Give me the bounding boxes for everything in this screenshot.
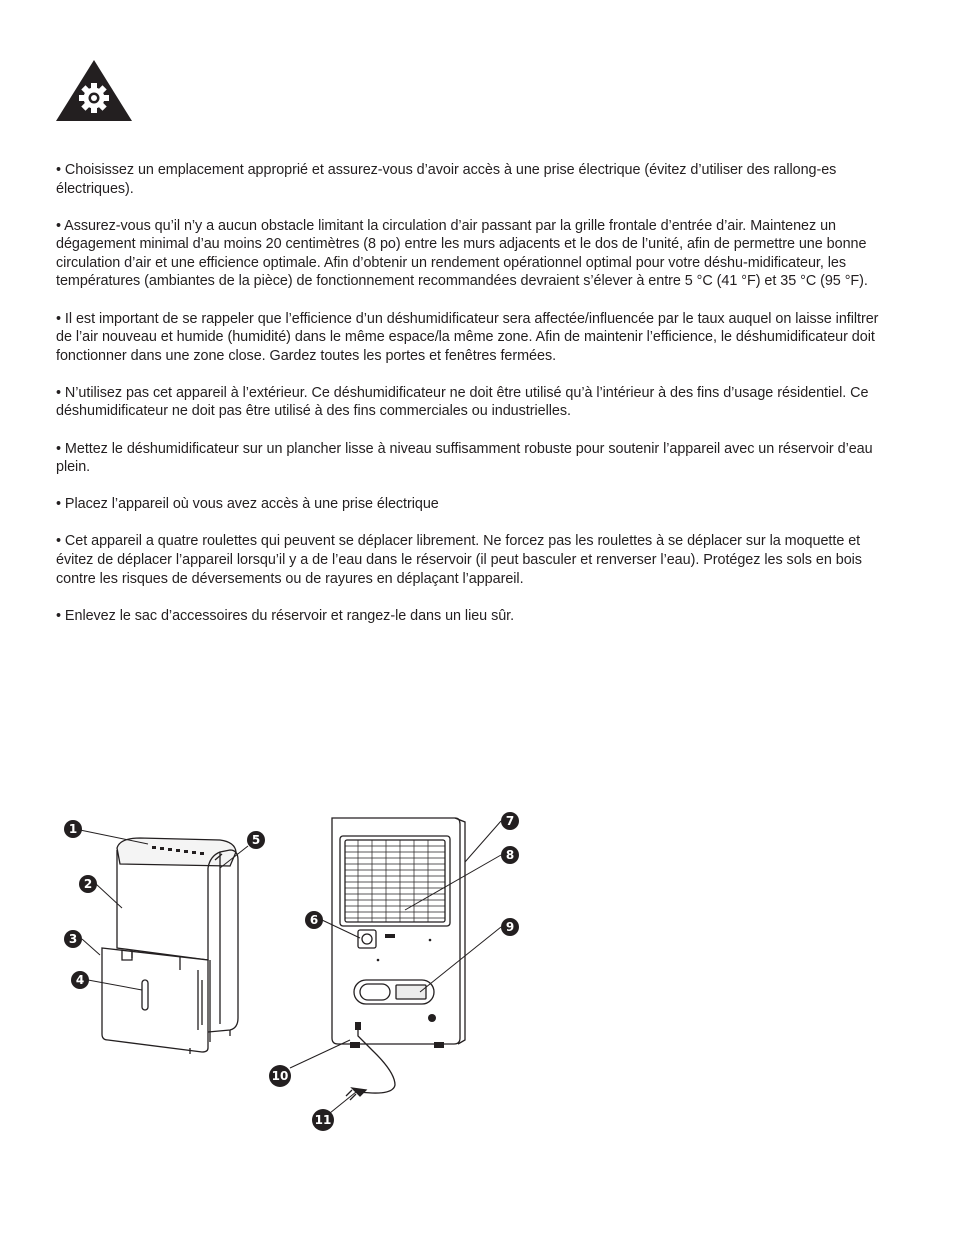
instructions <box>56 161 896 644</box>
callout-11 <box>312 1109 334 1131</box>
svg-text:5: 5 <box>251 833 261 847</box>
gear-warning-triangle-icon <box>55 58 133 122</box>
svg-text:11: 11 <box>314 1113 332 1127</box>
paragraph-floor: • Mettez le déshumidificateur sur un plancher lisse à niveau suffisamment robuste pour soutenir l’appareil avec un réservoir d’eau plein. <box>56 440 873 476</box>
callout-4 <box>71 971 89 989</box>
paragraph-casters: • Cet appareil a quatre roulettes qui peuvent se déplacer librement. Ne forcez pas les roulettes à se déplacer sur la moquette et évitez de déplacer l’appareil lorsqu’il y a de l’eau dans le réservoir (il peut basculer et renverser l’eau). Protégez les sols en bois contre les risques de déversements ou de rayures en déplaçant l’appareil. <box>56 533 862 587</box>
callout-7 <box>501 812 519 830</box>
svg-text:9: 9 <box>505 920 515 934</box>
paragraph-efficiency: • Il est important de se rappeler que l’efficience d’un déshumidificateur sera affectée/influencée par le taux auquel on laisse infiltrer de l’air nouveau et humide (humidité) dans le même espace/la même zone. Afin de maintenir l’efficience, le déshumidificateur doit fonctionner dans une zone close. Gardez toutes les portes et fenêtres fermées. <box>56 310 879 364</box>
front-unit-drawing <box>102 838 238 1054</box>
svg-text:2: 2 <box>83 877 93 891</box>
svg-text:6: 6 <box>309 913 319 927</box>
dehumidifier-illustration <box>60 810 530 1140</box>
svg-text:3: 3 <box>68 932 78 946</box>
callout-10 <box>269 1065 291 1087</box>
svg-text:8: 8 <box>505 848 515 862</box>
svg-text:1: 1 <box>68 822 78 836</box>
svg-text:4: 4 <box>75 973 85 987</box>
svg-text:10: 10 <box>271 1069 289 1083</box>
callout-2 <box>79 875 97 893</box>
paragraph-accessories: • Enlevez le sac d’accessoires du réservoir et rangez-le dans un lieu sûr. <box>56 607 515 624</box>
callout-6 <box>305 911 323 929</box>
paragraph-airflow: • Assurez-vous qu’il n’y a aucun obstacle limitant la circulation d’air passant par la grille frontale d’entrée d’air. Maintenez un dégagement minimal d’au moins 20 centimètres (8 po) entre les murs adjacents et le dos de l’unité, afin de permettre une bonne circulation d’air et une efficience optimale. Afin d’obtenir un rendement opérationnel optimal pour votre déshu-midificateur, les températures (ambiantes de la pièce) de fonctionnement recommandées devraient s’élever à entre 5 °C (41 °F) et 35 °C (95 °F). <box>56 217 868 290</box>
back-unit-drawing <box>332 818 465 1100</box>
callout-8 <box>501 846 519 864</box>
svg-text:7: 7 <box>505 814 515 828</box>
paragraph-outlet: • Placez l’appareil où vous avez accès à une prise électrique <box>56 496 439 513</box>
callout-5 <box>247 831 265 849</box>
callout-9 <box>501 918 519 936</box>
callout-3 <box>64 930 82 948</box>
callout-1 <box>64 820 82 838</box>
paragraph-location: • Choisissez un emplacement approprié et assurez-vous d’avoir accès à une prise électrique (évitez d’utiliser des rallong-es électriques). <box>56 162 837 197</box>
paragraph-indoor-use: • N’utilisez pas cet appareil à l’extérieur. Ce déshumidificateur ne doit être utilisé qu’à l’intérieur à des fins d’usage résidentiel. Ce déshumidificateur ne doit pas être utilisé à des fins commerciales ou industrielles. <box>56 384 869 420</box>
